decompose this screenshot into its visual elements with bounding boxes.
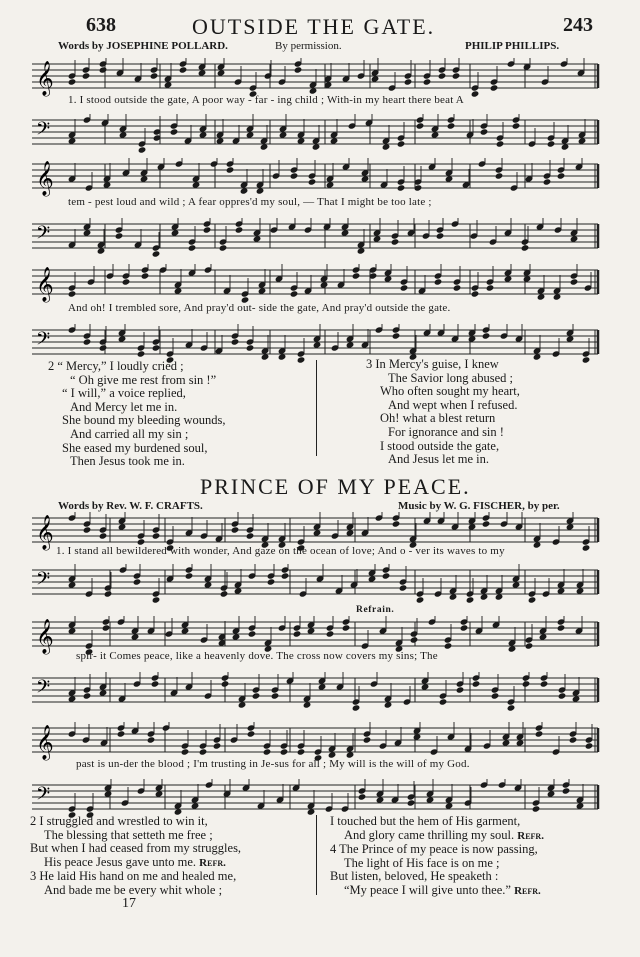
bass-clef-icon: 𝄢	[36, 569, 51, 594]
hymn-title: PRINCE OF MY PEACE.	[200, 474, 471, 499]
bass-clef-icon: 𝄢	[36, 784, 51, 809]
bass-clef-icon: 𝄢	[36, 677, 51, 702]
bass-clef-icon: 𝄢	[36, 223, 51, 248]
lyric-line-2: tem - pest loud and wild ; A fear oppres'd my soul, — That I might be too late ;	[68, 196, 432, 208]
treble-clef-icon: 𝄞	[36, 619, 54, 654]
bass-clef-icon: 𝄢	[36, 329, 51, 354]
verse-2: 2 I struggled and wrestled to win it, The blessing that setteth me free ; But when I had ceased from my struggles, His peace Jesus gave unto me. Refr. 3 He laid His hand on me and healed me, And bade me be every whit whole ;	[30, 814, 242, 897]
lyric-line-1: 1. I stood outside the gate, A poor way - far - ing child ; With-in my heart there beat A	[68, 94, 464, 106]
refrain-marker: Refr.	[517, 829, 544, 842]
refrain-marker: Refr.	[514, 884, 541, 897]
words-credit: Words by Rev. W. F. CRAFTS.	[58, 500, 203, 512]
lyric-line-3: And oh! I trembled sore, And pray'd out- side the gate, And pray'd outside the gate.	[68, 302, 451, 314]
music-credit: Music by W. G. FISCHER, by per.	[398, 500, 560, 512]
treble-clef-icon: 𝄞	[36, 267, 54, 302]
music-staff	[0, 672, 640, 712]
bass-clef-icon: 𝄢	[36, 119, 51, 144]
words-credit: Words by JOSEPHINE POLLARD.	[58, 40, 228, 52]
lyric-line-1: 1. I stand all bewildered with wonder, And gaze on the ocean of love; And o - ver its waves to my	[56, 545, 505, 557]
music-staff	[0, 158, 640, 198]
page-number-left: 638	[86, 14, 116, 36]
music-staff	[0, 324, 640, 364]
lyric-line-3: past is un-der the blood ; I'm trusting in Je-sus for all ; My will is the will of my God.	[76, 758, 470, 770]
treble-clef-icon: 𝄞	[36, 161, 54, 196]
page-number-right: 243	[563, 14, 593, 36]
column-divider	[316, 815, 317, 895]
refrain-label: Refrain.	[356, 605, 395, 615]
lyric-line-2: spir- it Comes peace, like a heavenly dove. The cross now covers my sins; The	[76, 650, 438, 662]
verse-3: I touched but the hem of His garment, And glory came thrilling my soul. Refr. 4 The Prince of my peace is now passing, The light of His face is on me ; But listen, beloved, He speaketh : “My peace I will give unto thee.” Refr.	[330, 814, 544, 897]
treble-clef-icon: 𝄞	[36, 61, 54, 96]
signature-mark: 17	[122, 896, 136, 911]
music-staff	[0, 564, 640, 604]
permission-note: By permission.	[275, 40, 342, 52]
treble-clef-icon: 𝄞	[36, 515, 54, 550]
column-divider	[316, 360, 317, 456]
music-staff	[0, 264, 640, 304]
music-staff	[0, 218, 640, 258]
music-staff	[0, 779, 640, 819]
music-staff	[0, 58, 640, 98]
treble-clef-icon: 𝄞	[36, 725, 54, 760]
music-staff	[0, 722, 640, 762]
verse-2: 2 “ Mercy,” I loudly cried ; “ Oh give me rest from sin !” “ I will,” a voice replied, And Mercy let me in. She bound my bleeding wounds, And carried all my sin ; She eased my burdened soul, Then Jesus took me in.	[48, 359, 226, 469]
hymn-title: OUTSIDE THE GATE.	[192, 14, 436, 39]
music-credit: PHILIP PHILLIPS.	[465, 40, 560, 52]
music-staff	[0, 114, 640, 154]
verse-3: 3 In Mercy's guise, I knew The Savior long abused ; Who often sought my heart, And wept when I refused. Oh! what a blest return For ignorance and sin ! I stood outside the gate, And Jesus let me in.	[366, 357, 520, 467]
refrain-marker: Refr.	[199, 856, 226, 869]
